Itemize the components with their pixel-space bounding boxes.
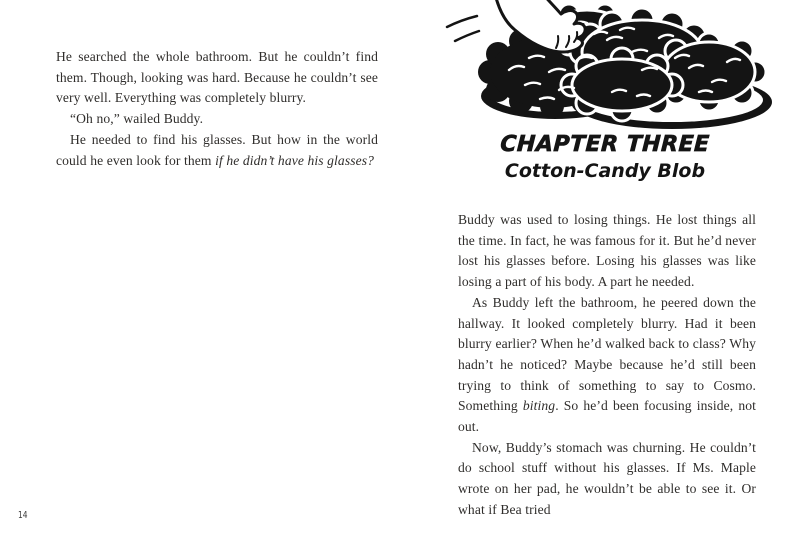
- left-page-text: [56, 47, 378, 171]
- text-run: “Oh no,” wailed Buddy.: [70, 111, 204, 127]
- paragraph: [56, 109, 378, 130]
- text-run: As Buddy left the bathroom, he peered down the hallway. It looked completely blurry. Had it been blurry earlier? When he’d walked back to class? Why hadn’t he noticed? Maybe because he’d still been trying to think of something to say to Cosmo. Something: [458, 294, 756, 414]
- right-page-text: [458, 210, 756, 521]
- chapter-heading: CHAPTER THREE: [499, 132, 711, 157]
- paragraph: [458, 293, 756, 438]
- text-run-italic: biting: [522, 398, 556, 414]
- text-run: He needed to find his glasses. But how in the world could he even look for them: [56, 131, 378, 168]
- text-run: Now, Buddy’s stomach was churning. He couldn’t do school stuff without his glasses. If Ms. Maple wrote on her pad, he wouldn’t be able to see it. Or what if Bea tried: [458, 439, 756, 517]
- paragraph: [458, 210, 756, 293]
- page-number: 14: [18, 510, 28, 521]
- motion-lines-icon: [447, 16, 479, 41]
- chapter-title: Cotton-Candy Blob: [504, 160, 706, 182]
- text-run: Buddy was used to losing things. He lost things all the time. In fact, he was famous for it. But he’d never lost his glasses before. Losing his glasses was like losing a part of his body. A part he needed.: [458, 212, 756, 290]
- paragraph: [458, 438, 756, 521]
- text-run: . So he’d been focusing inside, not out.: [458, 398, 756, 435]
- text-run-italic: if he didn’t have his glasses?: [215, 152, 375, 168]
- blob-right-puff: [652, 33, 766, 111]
- paragraph: [56, 47, 378, 109]
- cotton-candy-blob-illustration: [437, 0, 773, 134]
- paragraph: [56, 130, 378, 171]
- text-run: He searched the whole bathroom. But he couldn’t find them. Though, looking was hard. Because he couldn’t see very well. Everything was completely blurry.: [56, 49, 378, 106]
